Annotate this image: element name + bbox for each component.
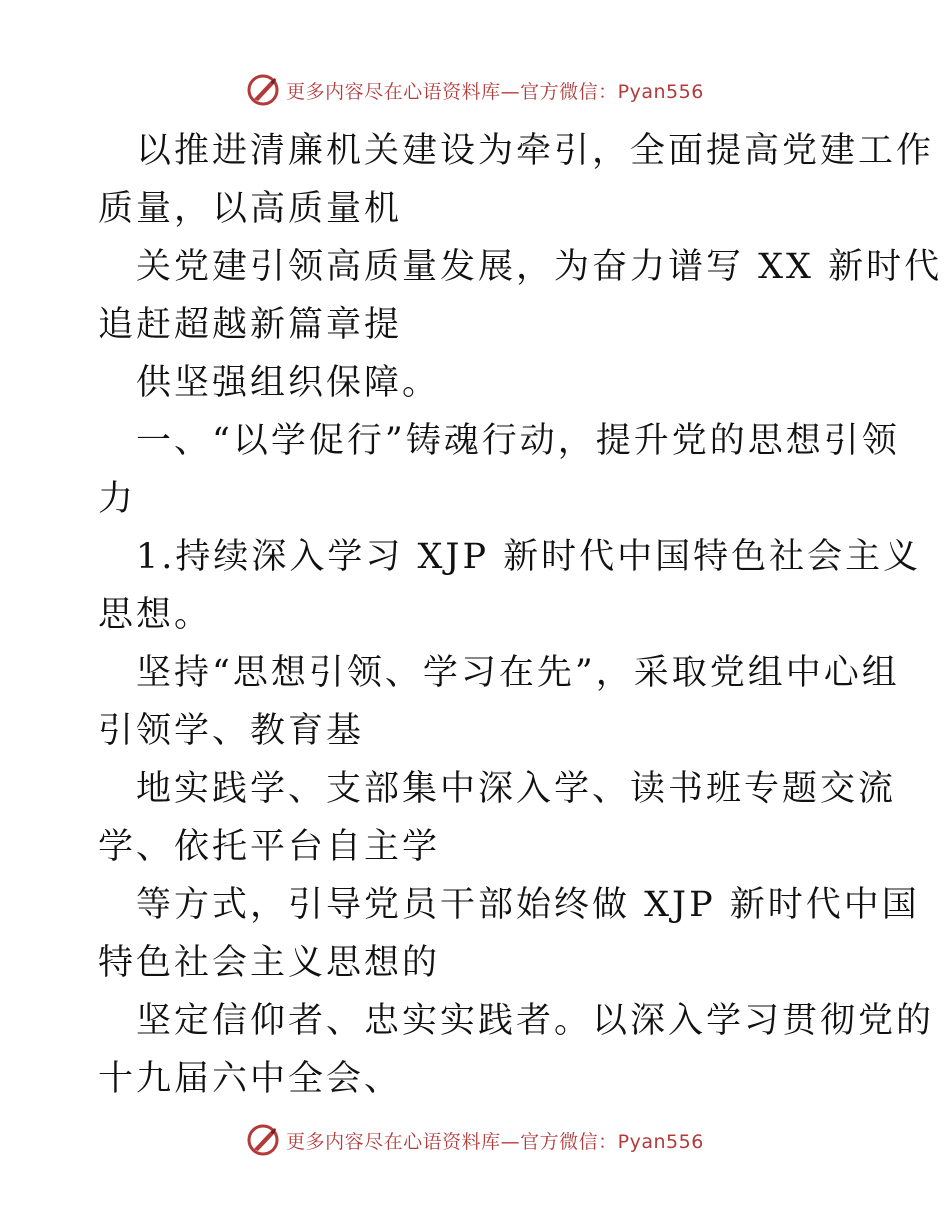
- text-line: 思想。: [98, 595, 213, 635]
- text-line: 引领学、教育基: [98, 711, 365, 751]
- text-line: 学、依托平台自主学: [98, 827, 441, 867]
- text-line: 供坚强组织保障。: [136, 363, 441, 403]
- text-line: 特色社会主义思想的: [98, 943, 441, 983]
- quill-pen-seal-icon: [246, 1123, 280, 1157]
- text-line: 等方式，引导党员干部始终做 XJP 新时代中国: [136, 885, 920, 925]
- watermark-text: 更多内容尽在心语资料库—官方微信：Pyan556: [286, 1130, 704, 1153]
- text-line: 坚持“思想引领、学习在先”，采取党组中心组: [136, 653, 900, 693]
- text-line: 关党建引领高质量发展，为奋力谱写 XX 新时代: [136, 247, 943, 287]
- text-line: 十九届六中全会、: [98, 1059, 403, 1099]
- text-line: 追赶超越新篇章提: [98, 305, 403, 345]
- text-line: 坚定信仰者、忠实实践者。以深入学习贯彻党的: [136, 1001, 935, 1041]
- watermark-text: 更多内容尽在心语资料库—官方微信：Pyan556: [286, 80, 704, 103]
- text-line: 力: [98, 479, 137, 519]
- text-line: 1.持续深入学习 XJP 新时代中国特色社会主义: [136, 537, 922, 577]
- text-line: 地实践学、支部集中深入学、读书班专题交流: [136, 769, 897, 809]
- text-line: 以推进清廉机关建设为牵引，全面提高党建工作: [136, 131, 935, 171]
- text-line: 一、“以学促行”铸魂行动，提升党的思想引领: [136, 421, 900, 461]
- quill-pen-seal-icon: [246, 73, 280, 107]
- footer-watermark: [0, 1120, 950, 1160]
- document-body: [98, 122, 943, 1108]
- header-watermark: [0, 70, 950, 110]
- text-line: 质量，以高质量机: [98, 189, 403, 229]
